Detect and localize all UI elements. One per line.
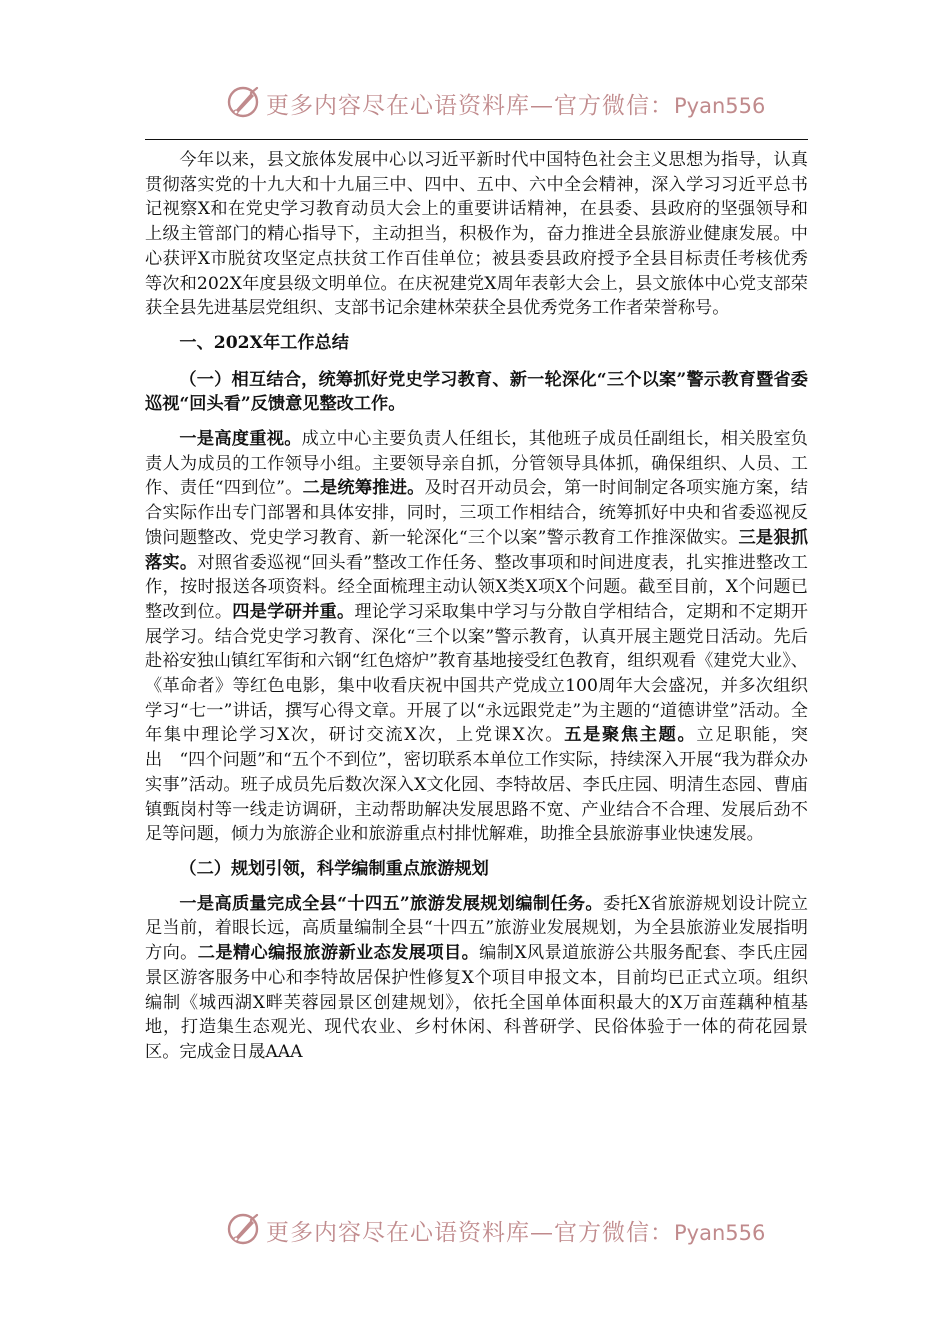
pen-quill-logo-icon	[226, 84, 262, 120]
section-heading: 一、202X年工作总结	[179, 332, 349, 353]
footer-watermark-banner	[0, 1205, 950, 1255]
key-point: 五是聚焦主题。	[564, 725, 697, 746]
subsection-paragraph	[145, 892, 808, 1065]
body-text: 编制X风景道旅游公共服务配套、李氏庄园景区游客服务中心和李特故居保护性修复X个项目申报文本，目前均已正式立项。组织编制《城西湖X畔芙蓉园景区创建规划》，依托全国单体面积最大的X万亩莲藕种植基地，打造集生态观光、现代农业、乡村休闲、科普研学、民俗体验于一体的荷花园景区。完成金日晟AAA	[145, 943, 808, 1062]
key-point: 一是高度重视。	[179, 429, 302, 450]
body-text: 理论学习采取集中学习与分散自学相结合，定期和不定期开展学习。结合党史学习教育、深化“三个以案”警示教育，认真开展主题党日活动。先后赴裕安独山镇红军街和六钢“红色熔炉”教育基地接受红色教育，组织观看《建党大业》、《革命者》等红色电影，集中收看庆祝中国共产党成立100周年大会盛况，并多次组织学习“七一”讲话，撰写心得文章。开展了以“永远跟党走”为主题的“道德讲堂”活动。全年集中理论学习X次，研讨交流X次，上党课X次。	[145, 601, 808, 746]
watermark-text	[266, 87, 765, 120]
body-text: 委托X省旅游规划设计院立足当前，着眼长远，高质量编制全县“十四五”旅游业发展规划，为全县旅游业发展指明方向。	[145, 893, 808, 964]
key-point: 二是统筹推进。	[302, 478, 425, 499]
key-point: 一是高质量完成全县“十四五”旅游发展规划编制任务。	[179, 893, 603, 914]
header-divider	[145, 139, 808, 140]
body-text: 及时召开动员会，第一时间制定各项实施方案，结合实际作出专门部署和具体安排，同时，三项工作相结合，统筹抓好中央和省委巡视反馈问题整改、党史学习教育、新一轮深化“三个以案”警示教育工作推深做实。	[145, 478, 808, 548]
watermark-text-cn: 更多内容尽在心语资料库—官方微信：	[266, 93, 674, 119]
key-point: 三是狠抓落实。	[145, 527, 808, 573]
key-point: 二是精心编报旅游新业态发展项目。	[197, 943, 480, 964]
watermark-text	[266, 1214, 765, 1247]
watermark-wechat-id: Pyan556	[674, 94, 766, 118]
document-body	[145, 148, 808, 1065]
header-watermark-banner	[0, 78, 950, 128]
body-text: 成立中心主要负责人任组长，其他班子成员任副组长，相关股室负责人为成员的工作领导小组。主要领导亲自抓，分管领导具体抓，确保组织、人员、工作、责任“四到位”。	[145, 429, 808, 499]
watermark-text-cn: 更多内容尽在心语资料库—官方微信：	[266, 1220, 674, 1246]
watermark-wechat-id: Pyan556	[674, 1221, 766, 1245]
body-text: 对照省委巡视“回头看”整改工作任务、整改事项和时间进度表，扎实推进整改工作，按时报送各项资料。经全面梳理主动认领X类X项X个问题。截至目前，X个问题已整改到位。	[145, 552, 808, 622]
intro-paragraph: 今年以来，县文旅体发展中心以习近平新时代中国特色社会主义思想为指导，认真贯彻落实党的十九大和十九届三中、四中、五中、六中全会精神，深入学习习近平总书记视察X和在党史学习教育动员大会上的重要讲话精神，在县委、县政府的坚强领导和上级主管部门的精心指导下，主动担当，积极作为，奋力推进全县旅游业健康发展。中心获评X市脱贫攻坚定点扶贫工作百佳单位；被县委县政府授予全县目标责任考核优秀等次和202X年度县级文明单位。在庆祝建党X周年表彰大会上，县文旅体中心党支部荣获全县先进基层党组织、支部书记余建林荣获全县优秀党务工作者荣誉称号。	[145, 150, 808, 319]
key-point: 四是学研并重。	[232, 601, 355, 622]
subsection-heading: （一）相互结合，统筹抓好党史学习教育、新一轮深化“三个以案”警示教育暨省委巡视“回头看”反馈意见整改工作。	[145, 369, 808, 415]
subsection-paragraph	[145, 427, 808, 847]
pen-quill-logo-icon	[226, 1211, 262, 1247]
body-text: 立足职能，突出 “四个问题”和“五个不到位”，密切联系本单位工作实际，持续深入开展“我为群众办实事”活动。班子成员先后数次深入X文化园、李特故居、李氏庄园、明清生态园、曹庙镇甄岗村等一线走访调研，主动帮助解决发展思路不宽、产业结合不合理、发展后劲不足等问题，倾力为旅游企业和旅游重点村排忧解难，助推全县旅游事业快速发展。	[145, 725, 808, 845]
subsection-heading: （二）规划引领，科学编制重点旅游规划	[179, 858, 489, 879]
